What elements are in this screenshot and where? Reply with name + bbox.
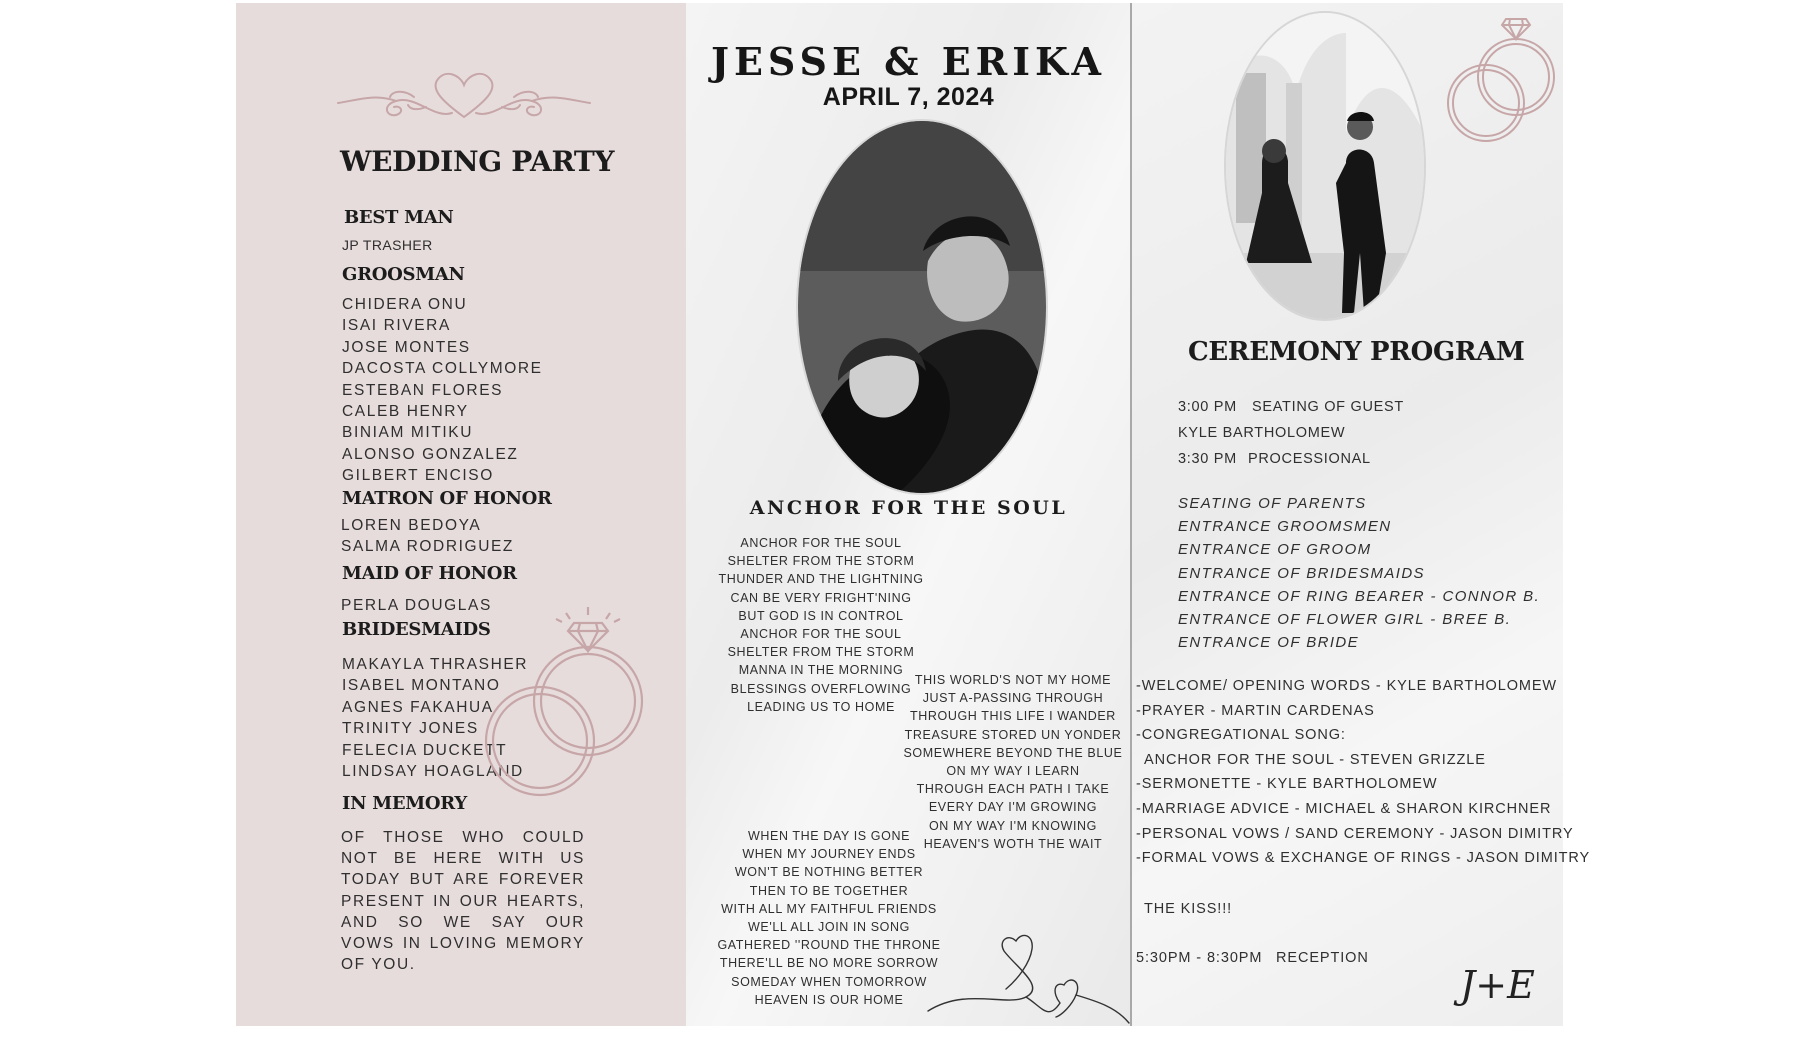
lyric-line: WITH ALL MY FAITHFUL FRIENDS bbox=[721, 901, 937, 916]
list-item: SEATING OF PARENTS bbox=[1178, 495, 1367, 512]
list-item: -PRAYER - MARTIN CARDENAS bbox=[1136, 702, 1375, 719]
lyric-line: ON MY WAY I'M KNOWING bbox=[928, 818, 1097, 833]
lyric-line: SHELTER FROM THE STORM bbox=[727, 554, 915, 569]
lyric-line: THERE'LL BE NO MORE SORROW bbox=[719, 956, 939, 971]
monogram: J+E bbox=[1460, 963, 1535, 1007]
the-kiss: THE KISS!!! bbox=[1144, 901, 1233, 917]
processional-list bbox=[1178, 492, 1540, 654]
lyric-line: SOMEWHERE BEYOND THE BLUE bbox=[903, 745, 1123, 760]
list-item: CALEB HENRY bbox=[342, 403, 469, 421]
list-item: DACOSTA COLLYMORE bbox=[342, 360, 543, 378]
list-item: MAKAYLA THRASHER bbox=[342, 656, 529, 673]
best-man-heading: BEST MAN bbox=[344, 207, 454, 228]
reception-time: 5:30PM - 8:30PM bbox=[1136, 950, 1263, 966]
list-item: ISAI RIVERA bbox=[342, 317, 451, 335]
diamond-rings-icon bbox=[482, 599, 652, 809]
lyric-line: WE'LL ALL JOIN IN SONG bbox=[748, 920, 910, 935]
lyric-line: THROUGH EACH PATH I TAKE bbox=[916, 782, 1110, 797]
couple-panel bbox=[686, 3, 1131, 1026]
list-item: ENTRANCE OF BRIDESMAIDS bbox=[1178, 564, 1425, 582]
processional-time: 3:30 PM bbox=[1178, 451, 1237, 467]
diamond-rings-icon bbox=[1444, 5, 1560, 145]
list-item: -FORMAL VOWS & EXCHANGE OF RINGS - JASON DIMITRY bbox=[1136, 850, 1591, 867]
lyric-line: GATHERED ''ROUND THE THRONE bbox=[717, 938, 941, 953]
lyric-line: TREASURE STORED UN YONDER bbox=[904, 727, 1122, 742]
lyric-line: WHEN MY JOURNEY ENDS bbox=[742, 847, 916, 862]
maid-name: PERLA DOUGLAS bbox=[341, 597, 492, 614]
wedding-date: APRIL 7, 2024 bbox=[822, 83, 995, 111]
list-item: -CONGREGATIONAL SONG: bbox=[1136, 727, 1346, 744]
lyric-line: MANNA IN THE MORNING bbox=[738, 663, 904, 678]
list-item: ENTRANCE OF FLOWER GIRL - BREE B. bbox=[1178, 611, 1512, 629]
song-verse-3 bbox=[714, 827, 944, 1009]
list-item: FELECIA DUCKETT bbox=[342, 741, 508, 759]
ceremony-panel bbox=[1132, 3, 1591, 1026]
couple-walking-photo-oval bbox=[1224, 11, 1426, 321]
list-item: CHIDERA ONU bbox=[342, 296, 468, 313]
best-man-name: JP TRASHER bbox=[342, 237, 433, 253]
lyric-line: BUT GOD IS IN CONTROL bbox=[738, 608, 904, 623]
couple-photo-oval bbox=[796, 119, 1048, 495]
list-item: ALONSO GONZALEZ bbox=[342, 445, 519, 463]
list-item: LOREN BEDOYA bbox=[341, 517, 482, 534]
ceremony-program-title: CEREMONY PROGRAM bbox=[1188, 337, 1525, 367]
lyric-line: HEAVEN IS OUR HOME bbox=[754, 992, 904, 1007]
heart-flourish-icon bbox=[334, 67, 594, 123]
bridesmaids-heading: BRIDESMAIDS bbox=[342, 619, 491, 640]
song-title: ANCHOR FOR THE SOUL bbox=[749, 497, 1068, 519]
lyric-line: ON MY WAY I LEARN bbox=[946, 764, 1080, 779]
couple-walking-photo bbox=[1226, 13, 1424, 319]
lyric-line: HEAVEN'S WOTH THE WAIT bbox=[923, 836, 1103, 851]
lyric-line: SOMEDAY WHEN TOMORROW bbox=[731, 974, 927, 989]
list-item: LINDSAY HOAGLAND bbox=[342, 763, 524, 781]
list-item: ENTRANCE OF BRIDE bbox=[1178, 634, 1360, 652]
wedding-party-panel bbox=[236, 3, 686, 1026]
matrons-list bbox=[341, 515, 514, 558]
wedding-party-title: WEDDING PARTY bbox=[340, 145, 615, 178]
seating-officiant: KYLE BARTHOLOMEW bbox=[1178, 425, 1346, 441]
lyric-line: SHELTER FROM THE STORM bbox=[727, 645, 915, 660]
list-item: -MARRIAGE ADVICE - MICHAEL & SHARON KIRCHNER bbox=[1136, 800, 1552, 817]
list-item: -WELCOME/ OPENING WORDS - KYLE BARTHOLOMEW bbox=[1136, 678, 1558, 694]
song-verse-2 bbox=[898, 671, 1128, 853]
list-item: ENTRANCE OF RING BEARER - CONNOR B. bbox=[1178, 587, 1541, 605]
list-item: TRINITY JONES bbox=[342, 720, 479, 738]
lyric-line: JUST A-PASSING THROUGH bbox=[922, 691, 1104, 706]
couple-embrace-photo bbox=[798, 121, 1046, 493]
lyric-line: THEN TO BE TOGETHER bbox=[749, 883, 909, 898]
lyric-line: WON'T BE NOTHING BETTER bbox=[734, 865, 924, 880]
lyric-line: THUNDER AND THE LIGHTNING bbox=[718, 572, 924, 587]
lyric-line: THIS WORLD'S NOT MY HOME bbox=[914, 673, 1112, 687]
couple-names: JESSE & ERIKA bbox=[710, 39, 1106, 84]
list-item: GILBERT ENCISO bbox=[342, 467, 494, 485]
list-item: JOSE MONTES bbox=[342, 338, 471, 356]
list-item: ESTEBAN FLORES bbox=[342, 381, 504, 399]
hearts-line-icon bbox=[926, 927, 1131, 1027]
lyric-line: ANCHOR FOR THE SOUL bbox=[740, 627, 902, 642]
list-item: ANCHOR FOR THE SOUL - STEVEN GRIZZLE bbox=[1144, 751, 1486, 768]
program-list bbox=[1136, 674, 1590, 871]
lyric-line: WHEN THE DAY IS GONE bbox=[747, 829, 911, 843]
lyric-line: BLESSINGS OVERFLOWING bbox=[730, 681, 912, 696]
maid-heading: MAID OF HONOR bbox=[342, 563, 517, 584]
list-item: -PERSONAL VOWS / SAND CEREMONY - JASON DIMITRY bbox=[1136, 825, 1574, 842]
lyric-line: ANCHOR FOR THE SOUL bbox=[740, 536, 902, 550]
reception-label: RECEPTION bbox=[1276, 950, 1369, 966]
list-item: ENTRANCE OF GROOM bbox=[1178, 541, 1372, 559]
matron-heading: MATRON OF HONOR bbox=[342, 488, 552, 509]
lyric-line: EVERY DAY I'M GROWING bbox=[928, 800, 1098, 815]
lyric-line: CAN BE VERY FRIGHT'NING bbox=[730, 590, 912, 605]
lyric-line: THROUGH THIS LIFE I WANDER bbox=[910, 709, 1116, 724]
in-memory-text: OF THOSE WHO COULD NOT BE HERE WITH US TODAY BUT ARE FOREVER PRESENT IN OUR HEARTS, AND SO WE SAY OUR VOWS IN LOVING MEMORY OF YOU. bbox=[341, 829, 585, 974]
list-item: ENTRANCE GROOMSMEN bbox=[1178, 518, 1392, 536]
seating-time: 3:00 PM bbox=[1178, 399, 1237, 415]
seating-event: SEATING OF GUEST bbox=[1252, 399, 1404, 415]
list-item: ISABEL MONTANO bbox=[342, 677, 501, 695]
lyric-line: LEADING US TO HOME bbox=[747, 699, 895, 714]
in-memory-heading: IN MEMORY bbox=[342, 793, 467, 814]
list-item: SALMA RODRIGUEZ bbox=[341, 538, 514, 556]
groomsman-heading: GROOSMAN bbox=[342, 264, 465, 285]
list-item: AGNES FAKAHUA bbox=[342, 698, 494, 716]
list-item: BINIAM MITIKU bbox=[342, 424, 474, 442]
groomsmen-list bbox=[342, 294, 543, 487]
processional-event: PROCESSIONAL bbox=[1248, 451, 1371, 467]
list-item: -SERMONETTE - KYLE BARTHOLOMEW bbox=[1136, 776, 1438, 793]
